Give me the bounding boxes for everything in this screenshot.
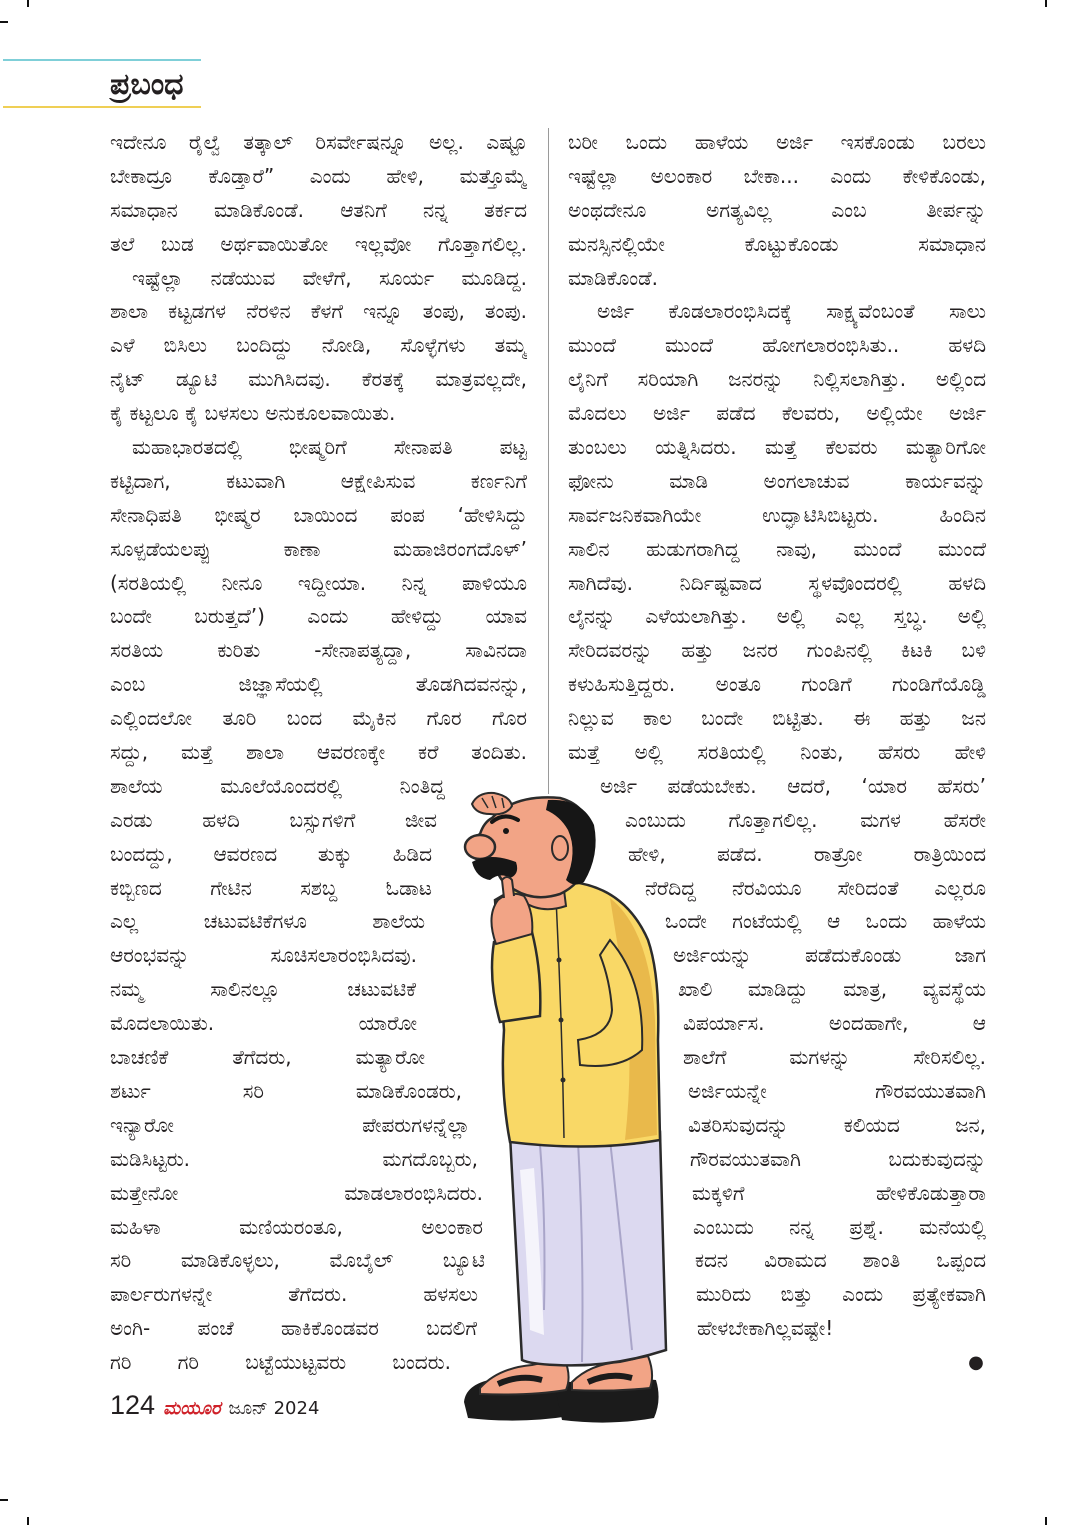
text-line: ಗರಿ ಗರಿ ಬಟ್ಟೆಯುಟ್ಟವರು ಬಂದರು. xyxy=(110,1350,451,1375)
text-line: ಎರಡು ಹಳದಿ ಬಸ್ಸುಗಳಿಗೆ ಜೀವ xyxy=(110,807,437,832)
crop-mark xyxy=(1045,1517,1047,1525)
text-line: ಮಹಿಳಾ ಮಣಿಯರಂತೂ, ಅಲಂಕಾರ xyxy=(110,1214,483,1239)
text-line: (ಸರತಿಯಲ್ಲಿ ನೀನೂ ಇದ್ದೀಯಾ. ನಿನ್ನ ಪಾಳಿಯೂ xyxy=(110,570,527,595)
text-line: ಫೋನು ಮಾಡಿ ಅಂಗಲಾಚುವ ಕಾರ್ಯವನ್ನು xyxy=(568,468,986,493)
header-rule-bottom xyxy=(3,106,201,108)
text-line: ಬರೀ ಒಂದು ಹಾಳೆಯ ಅರ್ಜಿ ಇಸಕೊಂಡು ಬರಲು xyxy=(568,130,986,154)
man-thinking-illustration xyxy=(460,790,670,1430)
text-line: ಸರಿ ಮಾಡಿಕೊಳ್ಳಲು, ಮೊಬೈಲ್ ಬ್ಯೂಟಿ xyxy=(110,1248,485,1273)
text-line: ನಮ್ಮ ಸಾಲಿನಲ್ಲೂ ಚಟುವಟಿಕೆ xyxy=(110,977,416,1002)
text-line: ಅಂಗಿ- ಪಂಚೆ ಹಾಕಿಕೊಂಡವರ ಬದಲಿಗೆ xyxy=(110,1316,477,1341)
text-line: ಸಾಲಿನ ಹುಡುಗರಾಗಿದ್ದ ನಾವು, ಮುಂದೆ ಮುಂದೆ xyxy=(568,536,986,561)
text-line: ಶರ್ಟು ಸರಿ ಮಾಡಿಕೊಂಡರು, xyxy=(110,1078,462,1103)
page-footer xyxy=(110,1390,319,1430)
text-line: ನಿಲ್ಲುವ ಕಾಲ ಬಂದೇ ಬಿಟ್ಟಿತು. ಈ ಹತ್ತು ಜನ xyxy=(568,706,986,731)
text-line: ತಲೆ ಬುಡ ಅರ್ಥವಾಯಿತೋ ಇಲ್ಲವೋ ಗೊತ್ತಾಗಲಿಲ್ಲ. xyxy=(110,231,527,256)
text-line: ಇಷ್ಟೆಲ್ಲಾ ಅಲಂಕಾರ ಬೇಕಾ... ಎಂದು ಕೇಳಿಕೊಂಡು, xyxy=(568,163,986,188)
text-line: ಬಾಚಣಿಕೆ ತೆಗೆದರು, ಮತ್ಯಾರೋ xyxy=(110,1045,425,1070)
shirt-button xyxy=(559,1018,564,1023)
text-line: ಸಾಗಿದೆವು. ನಿರ್ದಿಷ್ಟವಾದ ಸ್ಥಳವೊಂದರಲ್ಲಿ ಹಳದಿ xyxy=(568,570,986,595)
text-line: ಸೇರಿದವರನ್ನು ಹತ್ತು ಜನರ ಗುಂಪಿನಲ್ಲಿ ಕಿಟಕಿ ಬಳಿ xyxy=(568,638,986,663)
text-line: ಎಲ್ಲ ಚಟುವಟಿಕೆಗಳೂ ಶಾಲೆಯ xyxy=(110,909,425,934)
page-number: 124 xyxy=(110,1390,156,1420)
shirt-button xyxy=(557,958,562,963)
chin-finger xyxy=(502,877,514,898)
text-line: ಸೇನಾಧಿಪತಿ ಭೀಷ್ಮರ ಬಾಯಿಂದ ಪಂಪ ‘ಹೇಳಿಸಿದ್ದು xyxy=(110,502,527,527)
text-line: ಶಾಲೆಗೆ ಮಗಳನ್ನು ಸೇರಿಸಲಿಲ್ಲ. xyxy=(683,1045,986,1070)
text-line: ಅರ್ಜಿ ಕೊಡಲಾರಂಭಿಸಿದಕ್ಕೆ ಸಾಕ್ಷ್ಯವೆಂಬಂತೆ ಸಾಲು xyxy=(597,299,986,324)
header-rule-top xyxy=(3,59,201,61)
text-line: ಶಾಲಾ ಕಟ್ಟಡಗಳ ನೆರಳಿನ ಕೆಳಗೆ ಇನ್ನೂ ತಂಪು, ತಂಪು. xyxy=(110,299,527,324)
column-divider xyxy=(548,128,549,794)
article-end-mark: ● xyxy=(968,1352,984,1374)
text-line: ಖಾಲಿ ಮಾಡಿದ್ದು ಮಾತ್ರ, ವ್ಯವಸ್ಥೆಯ xyxy=(678,977,986,1002)
text-line: ಇನ್ಯಾರೋ ಪೇಪರುಗಳನ್ನೆಲ್ಲಾ xyxy=(110,1112,470,1137)
text-line: ನೈಟ್ ಡ್ಯೂಟಿ ಮುಗಿಸಿದವು. ಕೆರತಕ್ಕೆ ಮಾತ್ರವಲ್ಲದೇ, xyxy=(110,367,527,392)
text-line: ಎಂಬುದು ಗೊತ್ತಾಗಲಿಲ್ಲ. ಮಗಳ ಹೆಸರೇ xyxy=(625,807,986,832)
crop-mark xyxy=(0,21,8,23)
raised-sleeve xyxy=(492,932,540,1022)
text-line: ಪಾರ್ಲರುಗಳನ್ನೇ ತೆಗೆದರು. ಹಳಸಲು xyxy=(110,1282,478,1307)
magazine-logo: ಮಯೂರ xyxy=(163,1398,221,1419)
text-line: ಮತ್ತೇನೋ ಮಾಡಲಾರಂಭಿಸಿದರು. xyxy=(110,1180,483,1205)
text-line: ಅರ್ಜಿ ಪಡೆಯಬೇಕು. ಆದರೆ, ‘ಯಾರ ಹೆಸರು’ xyxy=(600,773,986,798)
text-line: ಹೇಳಿ, ಪಡೆದ. ರಾತ್ರೋ ರಾತ್ರಿಯಿಂದ xyxy=(628,841,986,866)
text-line: ಕಬ್ಬಿಣದ ಗೇಟಿನ ಸಶಬ್ದ ಓಡಾಟ xyxy=(110,875,432,900)
text-line: ಮೊದಲಾಯಿತು. ಯಾರೋ xyxy=(110,1011,417,1036)
text-line: ತುಂಬಲು ಯತ್ನಿಸಿದರು. ಮತ್ತೆ ಕೆಲವರು ಮತ್ಯಾರಿಗೋ xyxy=(568,435,986,460)
section-title: ಪ್ರಬಂಧ xyxy=(110,67,184,102)
text-line: ಕದನ ವಿರಾಮದ ಶಾಂತಿ ಒಪ್ಪಂದ xyxy=(695,1248,986,1273)
text-line: ಸಾರ್ವಜನಿಕವಾಗಿಯೇ ಉದ್ಘಾಟಿಸಿಬಿಟ್ಟರು. ಹಿಂದಿನ xyxy=(568,502,986,527)
text-line: ಅಂಥದೇನೂ ಅಗತ್ಯವಿಲ್ಲ ಎಂಬ ತೀರ್ಪನ್ನು xyxy=(568,197,986,222)
text-line: ಎಂಬುದು ನನ್ನ ಪ್ರಶ್ನೆ. ಮನೆಯಲ್ಲಿ xyxy=(693,1214,986,1239)
text-line: ಸರತಿಯ ಕುರಿತು -ಸೇನಾಪತ್ಯದ್ದಾ, ಸಾವಿನದಾ xyxy=(110,638,527,663)
text-line: ಲೈನನ್ನು ಎಳೆಯಲಾಗಿತ್ತು. ಅಲ್ಲಿ ಎಲ್ಲ ಸ್ತಬ್ಧ. ಅಲ್ಲಿ xyxy=(568,604,986,629)
crop-mark xyxy=(0,1499,8,1501)
text-line: ಒಂದೇ ಗಂಟೆಯಲ್ಲಿ ಆ ಒಂದು ಹಾಳೆಯ xyxy=(665,909,986,934)
text-line: ಎಳೆ ಬಿಸಿಲು ಬಂದಿದ್ದು ನೋಡಿ, ಸೊಳ್ಳೆಗಳು ತಮ್ಮ xyxy=(110,333,527,358)
text-line: ಬೇಕಾದ್ರೂ ಕೊಡ್ತಾರೆ” ಎಂದು ಹೇಳಿ, ಮತ್ತೊಮ್ಮೆ xyxy=(110,163,527,188)
text-line: ಇಷ್ಟೆಲ್ಲಾ ನಡೆಯುವ ವೇಳೆಗೆ, ಸೂರ್ಯ ಮೂಡಿದ್ದ. xyxy=(132,265,527,290)
text-line: ವಿಪರ್ಯಾಸ. ಅಂದಹಾಗೇ, ಆ xyxy=(683,1011,986,1036)
text-line: ಮತ್ತೆ ಅಲ್ಲಿ ಸರತಿಯಲ್ಲಿ ನಿಂತು, ಹೆಸರು ಹೇಳಿ xyxy=(568,740,986,765)
mustache xyxy=(472,857,517,880)
text-line: ಗೌರವಯುತವಾಗಿ ಬದುಕುವುದನ್ನು xyxy=(690,1146,986,1171)
text-line: ಕಳುಹಿಸುತ್ತಿದ್ದರು. ಅಂತೂ ಗುಂಡಿಗೆ ಗುಂಡಿಗೆಯೊಡ್ಡಿ xyxy=(568,672,986,697)
text-line: ಮಾಡಿಕೊಂಡೆ. xyxy=(568,265,658,290)
nose xyxy=(465,835,495,859)
text-line: ಹೇಳಬೇಕಾಗಿಲ್ಲವಷ್ಟೇ! xyxy=(697,1316,834,1341)
text-line: ಮಹಾಭಾರತದಲ್ಲಿ ಭೀಷ್ಮರಿಗೆ ಸೇನಾಪತಿ ಪಟ್ಟ xyxy=(132,435,527,460)
text-line: ಕಟ್ಟಿದಾಗ, ಕಟುವಾಗಿ ಆಕ್ಷೇಪಿಸುವ ಕರ್ಣನಿಗೆ xyxy=(110,468,527,493)
crop-mark xyxy=(27,1517,29,1525)
text-line: ಮಡಿಸಿಟ್ಟರು. ಮಗದೊಬ್ಬರು, xyxy=(110,1146,478,1171)
text-line: ಲೈನಿಗೆ ಸರಿಯಾಗಿ ಜನರನ್ನು ನಿಲ್ಲಿಸಲಾಗಿತ್ತು. ಅಲ್ಲಿಂದ xyxy=(568,367,986,392)
text-line: ನೆರೆದಿದ್ದ ನೆರವಿಯೂ ಸೇರಿದಂತೆ ಎಲ್ಲರೂ xyxy=(645,875,986,900)
text-line: ಬಂದೇ ಬರುತ್ತದೆ’) ಎಂದು ಹೇಳಿದ್ದು ಯಾವ xyxy=(110,604,527,629)
text-line: ಮುಂದೆ ಮುಂದೆ ಹೋಗಲಾರಂಭಿಸಿತು.. ಹಳದಿ xyxy=(568,333,986,358)
crop-mark xyxy=(27,0,29,7)
dhoti-group xyxy=(510,1132,666,1365)
text-line: ಬಂದದ್ದು, ಆವರಣದ ತುಕ್ಕು ಹಿಡಿದ xyxy=(110,841,432,866)
ear xyxy=(552,836,568,860)
text-line: ಸದ್ದು, ಮತ್ತೆ ಶಾಲಾ ಆವರಣಕ್ಕೇ ಕರೆ ತಂದಿತು. xyxy=(110,740,527,765)
shirt-button xyxy=(561,1078,566,1083)
chin-hand xyxy=(491,894,532,944)
issue-date: ಜೂನ್ 2024 xyxy=(228,1398,320,1419)
text-line: ವಿತರಿಸುವುದನ್ನು ಕಲಿಯದ ಜನ, xyxy=(688,1112,986,1137)
crop-mark xyxy=(1045,0,1047,7)
text-line: ಮಕ್ಕಳಿಗೆ ಹೇಳಿಕೊಡುತ್ತಾರಾ xyxy=(692,1180,986,1205)
text-line: ಸೂಳ್ಪಡೆಯಲಪ್ಪು ಕಾಣಾ ಮಹಾಜಿರಂಗದೊಳ್’ xyxy=(110,536,527,561)
text-line: ಕೈ ಕಟ್ಟಲೂ ಕೈ ಬಳಸಲು ಅನುಕೂಲವಾಯಿತು. xyxy=(110,401,396,426)
text-line: ಅರ್ಜಿಯನ್ನು ಪಡೆದುಕೊಂಡು ಜಾಗ xyxy=(673,943,986,968)
text-line: ಅರ್ಜಿಯನ್ನೇ ಗೌರವಯುತವಾಗಿ xyxy=(688,1078,986,1103)
text-line: ಮನಸ್ಸಿನಲ್ಲಿಯೇ ಕೊಟ್ಟುಕೊಂಡು ಸಮಾಧಾನ xyxy=(568,231,986,256)
text-line: ಶಾಲೆಯ ಮೂಲೆಯೊಂದರಲ್ಲಿ ನಿಂತಿದ್ದ xyxy=(110,773,445,798)
text-line: ಎಲ್ಲಿಂದಲೋ ತೂರಿ ಬಂದ ಮೈಕಿನ ಗೊರ ಗೊರ xyxy=(110,706,527,731)
text-line: ಇದೇನೂ ರೈಲ್ವೆ ತತ್ಕಾಲ್ ರಿಸರ್ವೇಷನ್ನೂ ಅಲ್ಲ. ಎಷ್ಟೂ xyxy=(110,130,527,154)
text-line: ಆರಂಭವನ್ನು ಸೂಚಿಸಲಾರಂಭಿಸಿದವು. xyxy=(110,943,417,968)
text-line: ಮುರಿದು ಬಿತ್ತು ಎಂದು ಪ್ರತ್ಯೇಕವಾಗಿ xyxy=(696,1282,986,1307)
text-line: ಮೊದಲು ಅರ್ಜಿ ಪಡೆದ ಕೆಲವರು, ಅಲ್ಲಿಯೇ ಅರ್ಜಿ xyxy=(568,401,986,426)
text-line: ಎಂಬ ಜಿಜ್ಞಾಸೆಯಲ್ಲಿ ತೊಡಗಿದವನನ್ನು, xyxy=(110,672,527,697)
text-line: ಸಮಾಧಾನ ಮಾಡಿಕೊಂಡೆ. ಆತನಿಗೆ ನನ್ನ ತರ್ಕದ xyxy=(110,197,527,222)
eye xyxy=(503,828,509,834)
